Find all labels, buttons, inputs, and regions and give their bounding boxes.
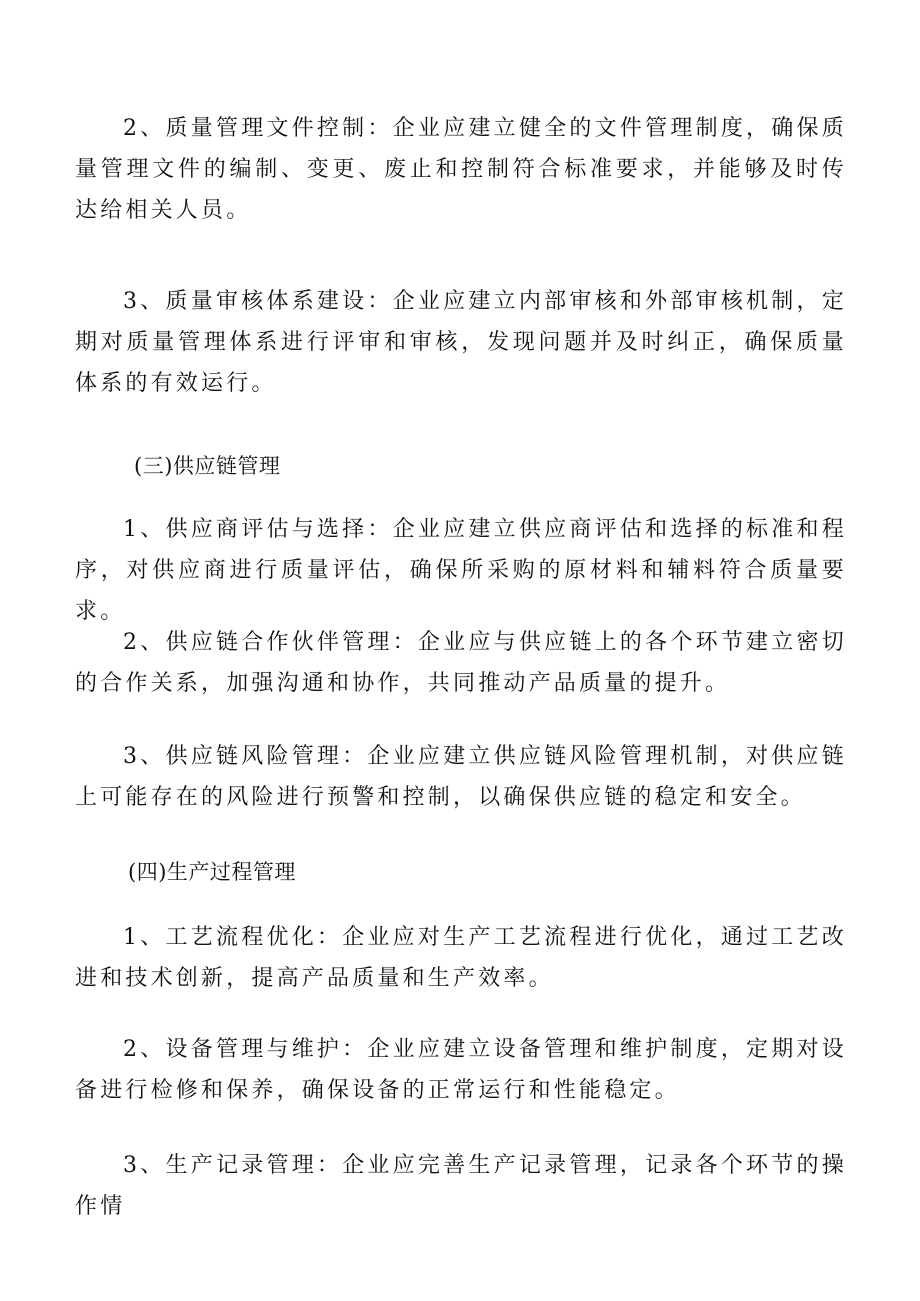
paragraph-quality-doc-control: 2、质量管理文件控制：企业应建立健全的文件管理制度，确保质量管理文件的编制、变更、废止和控制符合标准要求，并能够及时传达给相关人员。: [75, 116, 847, 223]
paragraph-supply-risk-mgmt: 3、供应链风险管理：企业应建立供应链风险管理机制，对供应链上可能存在的风险进行预警和控制，以确保供应链的稳定和安全。: [75, 744, 847, 810]
section-heading-production-process: (四)生产过程管理: [128, 860, 296, 884]
paragraph-quality-audit-system: 3、质量审核体系建设：企业应建立内部审核和外部审核机制，定期对质量管理体系进行评审和审核，发现问题并及时纠正，确保质量体系的有效运行。: [75, 289, 847, 396]
section-heading-supply-chain: (三)供应链管理: [134, 454, 281, 478]
paragraph-process-optimization: 1、工艺流程优化：企业应对生产工艺流程进行优化，通过工艺改进和技术创新，提高产品质量和生产效率。: [75, 925, 847, 991]
paragraph-supply-partner-mgmt: 2、供应链合作伙伴管理：企业应与供应链上的各个环节建立密切的合作关系，加强沟通和协作，共同推动产品质量的提升。: [75, 630, 847, 696]
paragraph-supplier-evaluation: 1、供应商评估与选择：企业应建立供应商评估和选择的标准和程序，对供应商进行质量评估，确保所采购的原材料和辅料符合质量要求。: [75, 517, 847, 624]
paragraph-equipment-maintenance: 2、设备管理与维护：企业应建立设备管理和维护制度，定期对设备进行检修和保养，确保设备的正常运行和性能稳定。: [75, 1037, 847, 1103]
paragraph-production-records: 3、生产记录管理：企业应完善生产记录管理，记录各个环节的操作情: [75, 1153, 847, 1219]
